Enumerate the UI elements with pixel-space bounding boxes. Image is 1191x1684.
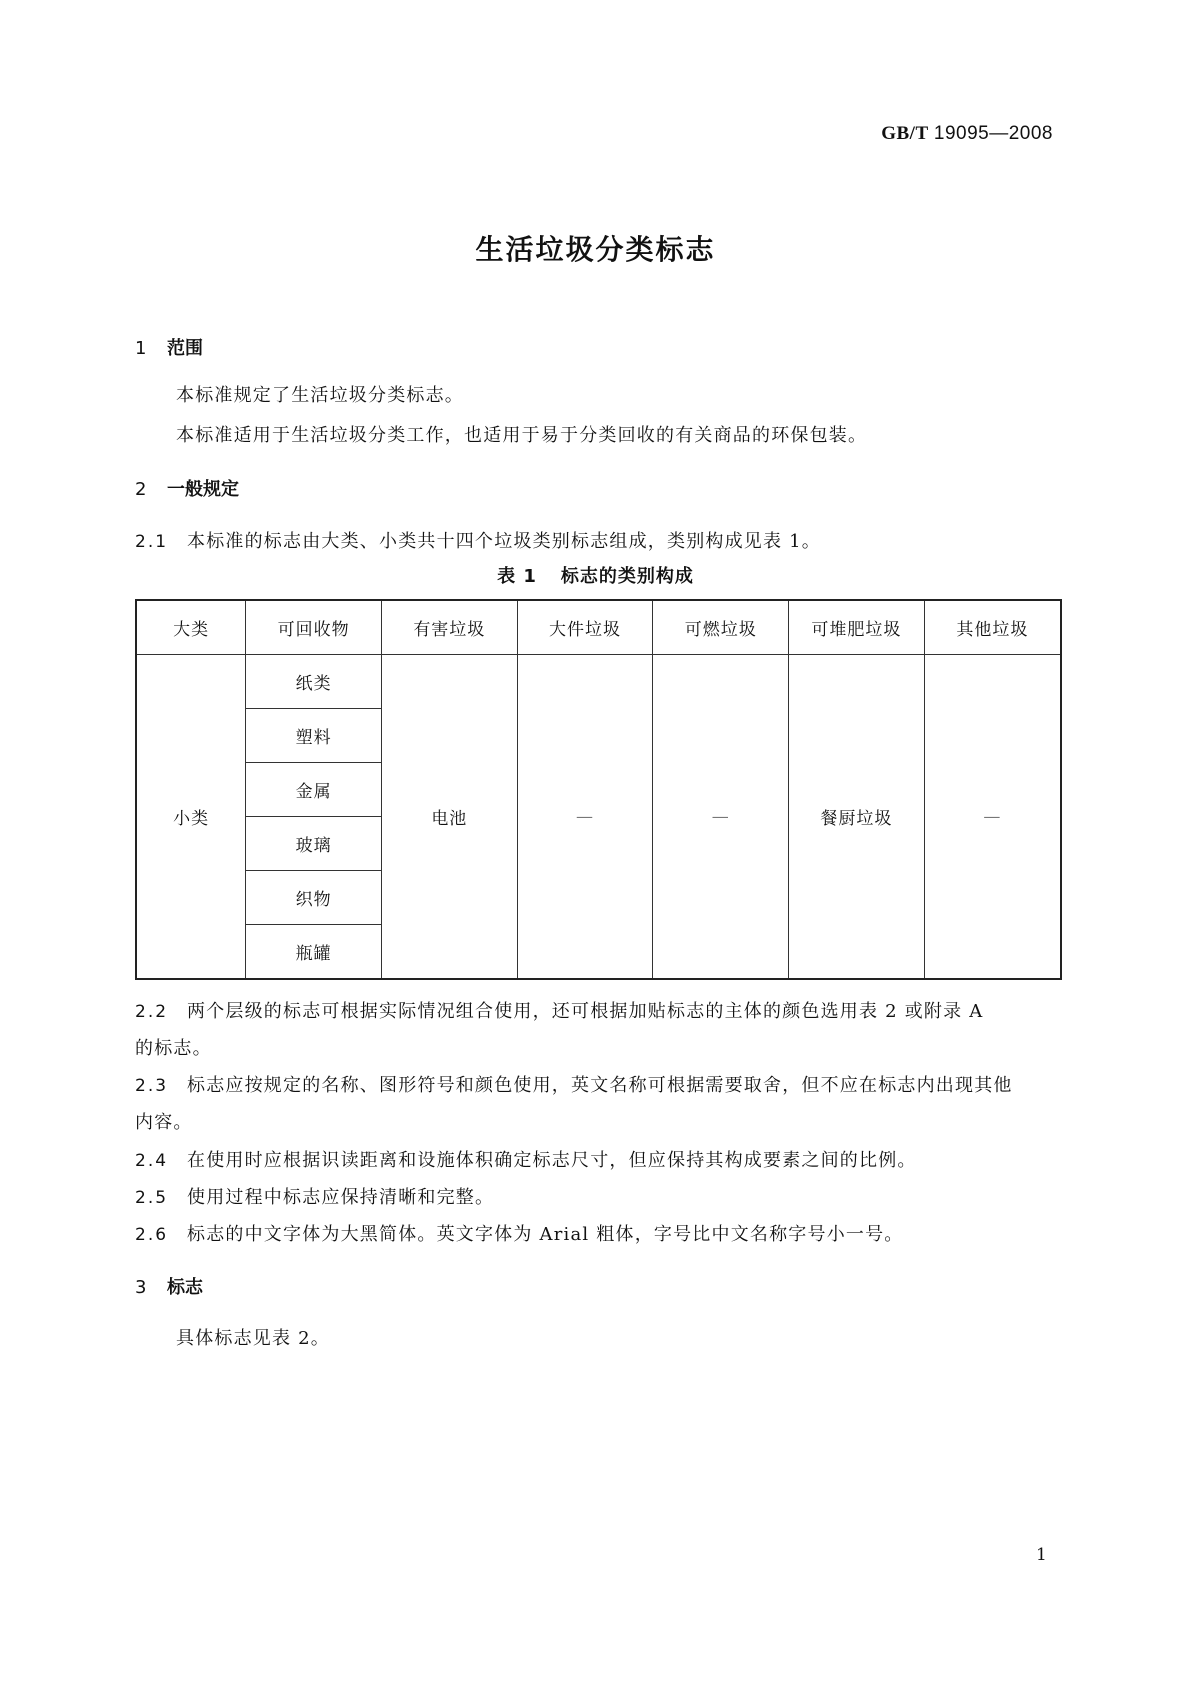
paragraph: 本标准规定了生活垃圾分类标志。 — [176, 385, 464, 406]
clause-2-3-continued: 内容。 — [135, 1112, 193, 1133]
clause-number: 2.5 — [135, 1188, 169, 1208]
header-cell: 大件垃圾 — [517, 600, 653, 655]
header-cell: 可燃垃圾 — [653, 600, 789, 655]
header-cell: 有害垃圾 — [381, 600, 517, 655]
clause-text: 本标准的标志由大类、小类共十四个垃圾类别标志组成，类别构成见表 1。 — [187, 531, 821, 552]
row-label-cell: 小类 — [136, 655, 246, 980]
paragraph: 具体标志见表 2。 — [176, 1328, 330, 1349]
bulky-cell: — — [517, 655, 653, 980]
standard-number: 19095—2008 — [933, 123, 1053, 144]
clause-text: 使用过程中标志应保持清晰和完整。 — [187, 1187, 495, 1208]
section-heading-3 — [135, 1273, 203, 1299]
header-cell: 可堆肥垃圾 — [789, 600, 925, 655]
standard-prefix: GB/T — [881, 123, 929, 144]
recyclable-cell: 纸类 — [246, 655, 382, 709]
recyclable-cell: 瓶罐 — [246, 925, 382, 980]
clause-number: 2.6 — [135, 1225, 169, 1245]
compostable-cell: 餐厨垃圾 — [789, 655, 925, 980]
hazardous-cell: 电池 — [381, 655, 517, 980]
clause-text: 在使用时应根据识读距离和设施体积确定标志尺寸，但应保持其构成要素之间的比例。 — [187, 1150, 917, 1171]
section-title: 范围 — [167, 338, 203, 359]
clause-number: 2.2 — [135, 1002, 169, 1022]
category-table — [135, 599, 1062, 980]
section-number: 1 — [135, 338, 147, 359]
clause-2-5 — [135, 1183, 494, 1209]
clause-2-2 — [135, 997, 983, 1023]
recyclable-cell: 金属 — [246, 763, 382, 817]
clause-text: 标志应按规定的名称、图形符号和颜色使用，英文名称可根据需要取舍，但不应在标志内出现其他 — [187, 1075, 1013, 1096]
combustible-cell: — — [653, 655, 789, 980]
other-cell: — — [924, 655, 1061, 980]
table-caption — [0, 562, 1191, 588]
header-cell: 大类 — [136, 600, 246, 655]
standard-code — [881, 123, 1053, 145]
clause-2-2-continued: 的标志。 — [135, 1038, 212, 1059]
clause-2-1 — [135, 527, 821, 553]
clause-number: 2.1 — [135, 532, 169, 552]
page-number: 1 — [1036, 1545, 1047, 1565]
header-cell: 可回收物 — [246, 600, 382, 655]
recyclable-cell: 塑料 — [246, 709, 382, 763]
clause-2-4 — [135, 1146, 917, 1172]
paragraph: 本标准适用于生活垃圾分类工作，也适用于易于分类回收的有关商品的环保包装。 — [176, 425, 868, 446]
clause-2-6 — [135, 1220, 904, 1246]
clause-number: 2.4 — [135, 1151, 169, 1171]
table-header-row — [136, 600, 1061, 655]
clause-text: 两个层级的标志可根据实际情况组合使用，还可根据加贴标志的主体的颜色选用表 2 或附录 A — [187, 1001, 984, 1022]
section-number: 2 — [135, 479, 147, 500]
section-number: 3 — [135, 1277, 147, 1298]
table-title: 标志的类别构成 — [560, 566, 694, 587]
section-heading-1 — [135, 334, 203, 360]
clause-text: 标志的中文字体为大黑简体。英文字体为 Arial 粗体，字号比中文名称字号小一号。 — [187, 1224, 904, 1245]
recyclable-cell: 玻璃 — [246, 817, 382, 871]
document-title: 生活垃圾分类标志 — [475, 233, 716, 266]
section-title: 标志 — [167, 1277, 203, 1298]
section-title: 一般规定 — [167, 479, 239, 500]
clause-2-3 — [135, 1071, 1013, 1097]
section-heading-2 — [135, 475, 239, 501]
clause-number: 2.3 — [135, 1076, 169, 1096]
table-number: 表 1 — [497, 566, 537, 587]
table-row — [136, 655, 1061, 709]
recyclable-cell: 织物 — [246, 871, 382, 925]
header-cell: 其他垃圾 — [924, 600, 1061, 655]
